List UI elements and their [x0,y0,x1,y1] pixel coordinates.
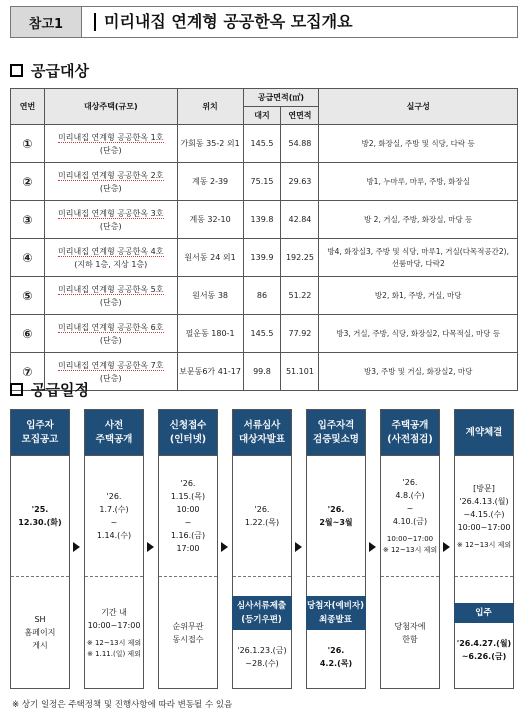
header-rooms: 실구성 [319,89,518,125]
supply-table [10,88,518,391]
cell-name [44,125,177,163]
schedule-head-line: 사전 [104,419,124,431]
cell-land: 75.15 [243,163,281,201]
header-area: 공급면적(㎡) [243,89,319,107]
schedule-text: 10:00~17:00 [457,522,511,532]
section-supply-title: 공급대상 [31,62,89,80]
schedule-step-header [307,410,365,456]
schedule-text: 순위무관 [172,621,204,631]
schedule-text: '25. [31,505,49,514]
schedule-step-detail [233,577,291,688]
schedule-sub-header [454,603,514,623]
schedule-step [306,409,366,689]
schedule-text: ※ 12~13시 제외 [382,546,438,554]
schedule-head-line: 모집공고 [21,433,59,445]
cell-floor: 77.92 [281,315,319,353]
schedule-text: 17:00 [176,544,200,553]
schedule-text: ※ 1.11.(일) 제외 [87,649,141,658]
schedule-step-header [455,410,513,456]
schedule-step-date [233,456,291,577]
cell-rooms: 방4, 화장실3, 주방 및 식당, 마루1, 거실(다목적공간2), 선룸마당, 다락2 [319,239,518,277]
schedule-step [454,409,514,689]
schedule-head-line: (사전점검) [387,433,433,445]
schedule-text: 4.10.(금) [392,517,428,526]
checkbox-square-icon [10,383,23,396]
schedule-text: 4.8.(수) [395,491,425,500]
cell-no: ⑦ [11,353,45,391]
schedule-head-line: 계약체결 [465,426,503,438]
schedule-text: '26. [254,505,270,514]
cell-land: 145.5 [243,125,281,163]
house-scale: (단층) [99,145,122,155]
schedule-text: 1.15.(목) [170,492,206,501]
house-scale: (단층) [99,335,122,345]
schedule-text: 4.2.(목) [319,658,353,668]
section-supply-heading [10,60,89,81]
cell-floor: 51.22 [281,277,319,315]
cell-rooms: 방2, 화1, 주방, 거실, 마당 [319,277,518,315]
cell-location: 필운동 180-1 [177,315,243,353]
arrow-right-icon [221,542,228,552]
schedule-text: 10:00 [176,505,200,514]
schedule-step [84,409,144,689]
cell-land: 145.5 [243,315,281,353]
cell-location: 계동 2-39 [177,163,243,201]
schedule-text: '26. [180,479,196,488]
schedule-text: 홈페이지 [24,628,56,637]
house-scale: (지하 1층, 지상 1층) [74,259,148,269]
house-scale: (단층) [99,373,122,383]
arrow-right-icon [147,542,154,552]
schedule-step-date [381,456,439,577]
cell-rooms: 방1, 누마루, 마루, 주방, 화장실 [319,163,518,201]
schedule-text: ~28.(수) [245,658,279,668]
schedule-text: ~6.26.(금) [461,651,507,661]
schedule-text: 최종발표 [319,614,352,625]
schedule-head-line: 검증및소명 [313,433,359,445]
cell-rooms: 방3, 주방 및 거실, 화장실2, 마당 [319,353,518,391]
schedule-text: ※ 12~13시 제외 [86,638,142,647]
house-name: 미리내집 연계형 공공한옥 6호 [58,322,164,332]
header-name: 대상주택(규모) [44,89,177,125]
cell-location: 원서동 24 외1 [177,239,243,277]
schedule-text: ~ [184,518,192,527]
schedule-text: '26.1.23.(금) [237,645,287,655]
house-name: 미리내집 연계형 공공한옥 1호 [58,132,164,142]
schedule-text: 1.7.(수) [99,505,129,514]
schedule-text: 10:00~17:00 [87,620,141,630]
cell-no: ① [11,125,45,163]
table-row [11,163,518,201]
schedule-text: 한함 [402,634,418,644]
schedule-text: 동시접수 [172,634,204,644]
cell-name [44,163,177,201]
cell-no: ② [11,163,45,201]
schedule-step-detail [85,577,143,688]
schedule-text: 입주 [475,607,492,618]
schedule-text: [방문] [473,483,495,493]
schedule-step-detail [11,577,69,688]
cell-location: 원서동 38 [177,277,243,315]
schedule-text: (등기우편) [241,614,282,625]
schedule-sub-header [306,596,366,630]
table-row [11,125,518,163]
schedule-step [232,409,292,689]
schedule-step-date [159,456,217,577]
schedule-step-header [381,410,439,456]
schedule-text: 12.30.(화) [18,518,62,527]
schedule-text: 10:00~17:00 [386,535,434,543]
schedule-step-date [307,456,365,577]
cell-rooms: 방2, 화장실, 주방 및 식당, 다락 등 [319,125,518,163]
house-name: 미리내집 연계형 공공한옥 7호 [58,360,164,370]
section-schedule-title: 공급일정 [31,381,89,399]
schedule-step-date [455,456,513,577]
schedule-text: 게시 [32,641,48,650]
schedule-step-date [11,456,69,577]
house-name: 미리내집 연계형 공공한옥 3호 [58,208,164,218]
cell-location: 가회동 35-2 외1 [177,125,243,163]
schedule-text: 2월~3월 [319,518,353,527]
cell-land: 86 [243,277,281,315]
schedule-text: ~4.15.(수) [463,509,505,519]
house-scale: (단층) [99,297,122,307]
cell-floor: 51.101 [281,353,319,391]
schedule-head-line: 대상자발표 [239,433,285,445]
cell-floor: 42.84 [281,201,319,239]
header-location: 위치 [177,89,243,125]
schedule-step [10,409,70,689]
schedule-text: 당첨자(예비자) [306,600,365,611]
schedule-head-line: 서류심사 [243,419,281,431]
header-land: 대지 [243,107,281,125]
table-row [11,315,518,353]
schedule-text: '26.4.27.(월) [456,638,512,648]
cell-location: 보문동6가 41-17 [177,353,243,391]
schedule-text: ~ [406,504,414,513]
schedule-text: 1.14.(수) [96,531,132,540]
cell-no: ⑥ [11,315,45,353]
schedule-text: '26. [106,492,122,501]
house-scale: (단층) [99,221,122,231]
schedule-text: 1.16.(금) [170,531,206,540]
table-row [11,239,518,277]
header-no: 연번 [11,89,45,125]
arrow-right-icon [73,542,80,552]
schedule-text: SH [34,615,46,624]
schedule-step-detail [159,577,217,688]
schedule-text: 당첨자에 [394,621,426,631]
schedule-text: 기간 내 [101,607,127,617]
schedule-head-line: 입주자 [26,419,54,431]
schedule-text: '26.4.13.(월) [459,496,509,506]
reference-tag: 참고1 [10,6,82,38]
table-row [11,201,518,239]
schedule-step-detail [455,577,513,688]
document-header [10,6,518,38]
schedule-step [158,409,218,689]
header-floor: 연면적 [281,107,319,125]
schedule-text: '26. [402,478,418,487]
schedule-text: '26. [327,505,345,514]
schedule-head-line: 입주자격 [317,419,355,431]
footnote: ※ 상기 일정은 주택정책 및 진행사항에 따라 변동될 수 있음 [12,700,233,710]
arrow-right-icon [295,542,302,552]
section-schedule-heading [10,379,89,400]
cell-land: 139.8 [243,201,281,239]
cell-location: 계동 32-10 [177,201,243,239]
cell-no: ③ [11,201,45,239]
cell-floor: 54.88 [281,125,319,163]
arrow-right-icon [369,542,376,552]
schedule-step-header [159,410,217,456]
schedule-step [380,409,440,689]
cell-land: 99.8 [243,353,281,391]
cell-no: ⑤ [11,277,45,315]
cell-rooms: 방3, 거실, 주방, 식당, 화장실2, 다목적실, 마당 등 [319,315,518,353]
cell-name [44,315,177,353]
schedule-text: '26. [327,645,345,655]
schedule-step-header [233,410,291,456]
cell-floor: 192.25 [281,239,319,277]
schedule-head-line: (인터넷) [169,433,207,445]
house-name: 미리내집 연계형 공공한옥 5호 [58,284,164,294]
schedule-flow [10,409,518,689]
cell-rooms: 방 2, 거실, 주방, 화장실, 마당 등 [319,201,518,239]
schedule-head-line: 주택공개 [391,419,429,431]
house-name: 미리내집 연계형 공공한옥 4호 [58,246,164,256]
schedule-head-line: 주택공개 [95,433,133,445]
schedule-step-header [85,410,143,456]
house-scale: (단층) [99,183,122,193]
cell-name [44,277,177,315]
schedule-text: 심사서류제출 [236,600,287,611]
checkbox-square-icon [10,64,23,77]
cell-land: 139.9 [243,239,281,277]
schedule-text: ~ [110,518,118,527]
cell-name [44,239,177,277]
house-name: 미리내집 연계형 공공한옥 2호 [58,170,164,180]
schedule-head-line: 신청접수 [169,419,207,431]
schedule-sub-header [232,596,292,630]
cell-name [44,201,177,239]
document-title-box [82,6,518,38]
schedule-step-header [11,410,69,456]
schedule-step-detail [381,577,439,688]
arrow-right-icon [443,542,450,552]
schedule-text: ※ 12~13시 제외 [456,540,512,549]
cell-floor: 29.63 [281,163,319,201]
table-row [11,277,518,315]
document-title: 미리내집 연계형 공공한옥 모집개요 [94,13,353,31]
schedule-text: 1.22.(목) [244,518,280,527]
schedule-step-date [85,456,143,577]
schedule-step-detail [307,577,365,688]
cell-no: ④ [11,239,45,277]
